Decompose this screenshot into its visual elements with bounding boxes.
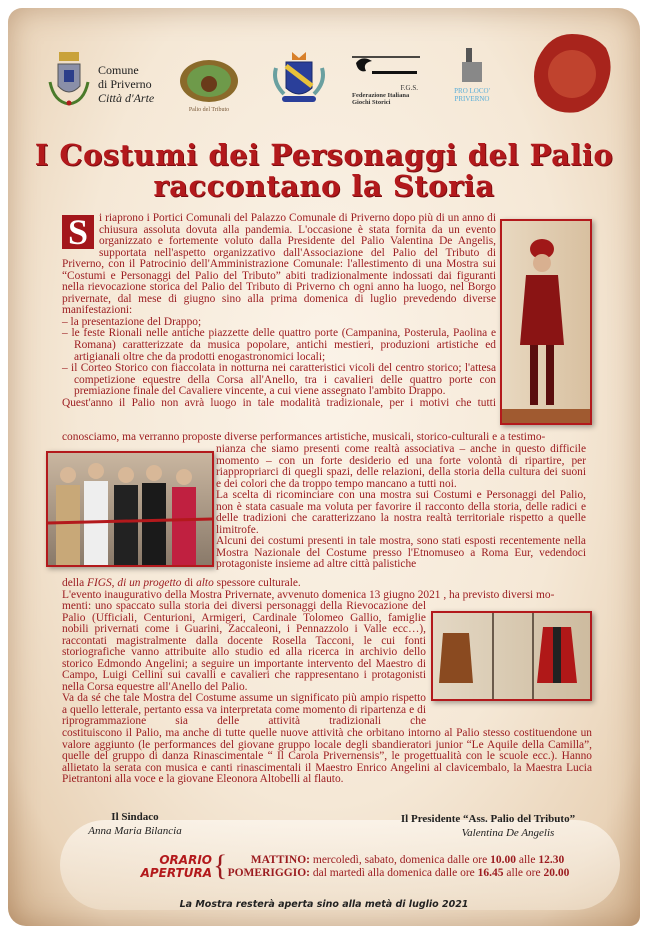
costumes-display-photo	[431, 611, 592, 701]
hours-days: dal martedì alla domenica dalle ore	[312, 867, 478, 879]
paragraph: menti: uno spaccato sulla storia dei diversi personaggi della Rievocazione del Palio (Ufficiali, Centurioni, Armigeri, Cardinale Tolomeo Gallio, famiglie nobili privernati come i Guarini, Zaccaleoni, i Pennazzolo i Valle ecc…), raccontati magistralmente dalla docente Rosella Tacconi, le cui fonti storiografiche vanno attribuite allo studio ed alla ricerca in archivio dello storico Edmondo Angelini; a seguire un importante intervento del Maestro di Campo, Luigi Cellini sui cavalli e cavalieri che rappresentano i protagonisti nella Corsa equestre all'Anello del Palio.	[62, 600, 426, 693]
opening-hours	[226, 854, 606, 880]
label-line: APERTURA	[140, 866, 212, 880]
signature-role: Il Sindaco	[111, 811, 159, 823]
signature-mayor	[80, 810, 190, 838]
page-title-line2: raccontano la Storia	[153, 169, 495, 203]
text: di un progetto	[117, 577, 182, 589]
text: alto	[196, 577, 214, 589]
signature-name: Valentina De Angelis	[461, 827, 555, 839]
hours-to: 20.00	[543, 867, 570, 879]
figs-name-line: Federazione Italiana	[352, 92, 410, 99]
paragraph	[62, 578, 592, 590]
costume-photo-top	[500, 219, 592, 425]
text: alle	[515, 854, 539, 866]
paragraph: conosciamo, ma verranno proposte diverse performances artistiche, musicali, storico-culturali e a testimo-	[62, 431, 546, 443]
hours-label: POMERIGGIO:	[227, 867, 310, 879]
paragraph: costituiscono il Palio, ma anche di tutte quelle nuove attività che orbitano intorno al Palio stesso costituendone un valore aggiunto (le performances del giovane gruppo locale degli sbandieratori junior “Le Aquile della Camilla”, quelle del gruppo di danza Rinascimentale “ Il Carola Privernensis”, le progettualità con le scuole ecc.). Hanno allietato la serata con musica e canti rinascimentali il Maestro Enrico Angelini al clavicembalo, la Maestra Lucia Pietrantoni alla voce e la giovane Eleonora Altobelli al flauto.	[62, 727, 592, 786]
proloco-logo	[449, 48, 495, 103]
paragraph: Va da sé che tale Mostra del Costume assume un significato più ampio rispetto a quello letterale, pertanto essa va interpretata come momento di ripartenza e di riprogrammazione sia delle attività tradizionali che	[62, 692, 426, 728]
paragraph: i riaprono i Portici Comunali del Palazzo Comunale di Priverno dopo più di un anno di chiusura assoluta dovuta alla pandemia. L'occasione è stata fornita da un evento organizzato e fortemente voluto dalla Presidente del Palio Valentina De Angelis, supportata nell'aspetto organizzativo dall'Associazione del Palio del Tributo di Priverno, con il Patrocinio dell'Amministrazione Comunale: l'allestimento di una Mostra sui “Costumi e Personaggi del Palio del Tributo” abiti tradizionalmente indossati dai figuranti nella rievocazione storica del Palio del Tributo di Priverno ch ogni anno ha luogo, nel Borgo privernate, dal mese di giugno sino alla prima domenica di luglio prevedendo diverse manifestazioni:	[62, 212, 496, 317]
brace-icon: {	[213, 849, 228, 882]
list-item: – le feste Rionali nelle antiche piazzette delle quattro porte (Campanina, Posterula, Paolina e Romana) caratterizzate da musica popolare, antichi mestieri, produzioni artistiche ed artigianali oltre che da prodotti enogastronomici locali;	[62, 327, 496, 363]
text: di	[181, 577, 197, 589]
comune-name	[98, 63, 154, 105]
list-item: – la presentazione del Drappo;	[62, 315, 202, 328]
paragraph: nianza che siamo presenti come realtà associativa – anche in questo difficile momento – con un forte desiderio ed una forte volontà di ripartire, per riappropriarci di quegli spazi, delle relazioni, della storia della cultura dei suoni e dei colori che da troppo tempo mancano a tutti noi.	[216, 443, 586, 490]
wax-seal-icon	[532, 32, 612, 116]
hours-morning	[226, 854, 606, 867]
text: alle ore	[503, 867, 544, 879]
hours-days: mercoledì, sabato, domenica dalle ore	[312, 854, 491, 866]
text: della	[62, 577, 87, 589]
figs-logo	[352, 55, 432, 106]
hours-from: 10.00	[490, 854, 516, 866]
drop-cap: S	[62, 215, 94, 249]
article-section-2	[216, 444, 586, 571]
text: ,	[111, 577, 118, 589]
comune-line: di Priverno	[98, 77, 152, 91]
footer-note: La Mostra resterà aperta sino alla metà di luglio 2021	[179, 899, 469, 910]
comune-line: Comune	[98, 63, 139, 77]
inauguration-photo	[46, 451, 214, 567]
palio-logo-caption: Palio del Tributo	[188, 107, 230, 113]
page-title-line1: I Costumi dei Personaggi del Palio	[34, 138, 614, 172]
text: FIGS	[86, 577, 112, 589]
paragraph: L'evento inaugurativo della Mostra Privernate, avvenuto domenica 13 giugno 2021 , ha previsto diversi mo-	[62, 588, 555, 601]
signature-president	[378, 812, 598, 840]
opening-hours-label	[140, 854, 212, 880]
article-section-3	[62, 578, 592, 601]
hours-to: 12.30	[538, 854, 565, 866]
figs-name-line: Giochi Storici	[352, 99, 391, 106]
comune-coat-of-arms-logo	[47, 52, 91, 108]
proloco-line: PRO LOCO'	[454, 87, 490, 95]
article-section-4	[62, 601, 426, 728]
hours-label: MATTINO:	[250, 854, 310, 866]
palio-tributo-logo	[178, 58, 240, 113]
paragraph: Quest'anno il Palio non avrà luogo in tale modalità tradizionale, per i motivi che tutti	[62, 396, 496, 409]
signature-name: Anna Maria Bilancia	[88, 825, 182, 837]
crest-logo	[272, 52, 326, 113]
article-section-1	[62, 213, 496, 409]
hours-afternoon	[226, 867, 606, 880]
figs-abbr: F.G.S.	[400, 84, 418, 92]
list-item: – il Corteo Storico con fiaccolata in notturna nei caratteristici vicoli del centro storico; l'attesa competizione equestre della Corsa all'Anello, tra i cavalieri delle quattro porte con premiazione finale del Cavaliere vincente, a cui viene assegnato l'ambito Drappo.	[62, 362, 496, 398]
paragraph: Alcuni dei costumi presenti in tale mostra, sono stati esposti recentemente nella Mostra Nazionale del Costume presso l'Etnomuseo a Roma Eur, vedendoci protagoniste insieme ad altre città palistiche	[216, 535, 586, 571]
paragraph: La scelta di ricominciare con una mostra sui Costumi e Personaggi del Palio, non è stata casuale ma voluta per favorire il racconto della storia, delle radici e delle tradizioni che caratterizzano la nostra realtà territoriale rispetto a quelle limitrofe.	[216, 489, 586, 536]
comune-tagline: Città d'Arte	[98, 91, 155, 105]
hours-from: 16.45	[477, 867, 504, 879]
label-line: ORARIO	[159, 853, 212, 867]
signature-role: Il Presidente “Ass. Palio del Tributo”	[400, 813, 576, 825]
proloco-line: PRIVERNO	[454, 95, 490, 103]
text: spessore culturale.	[213, 577, 301, 589]
